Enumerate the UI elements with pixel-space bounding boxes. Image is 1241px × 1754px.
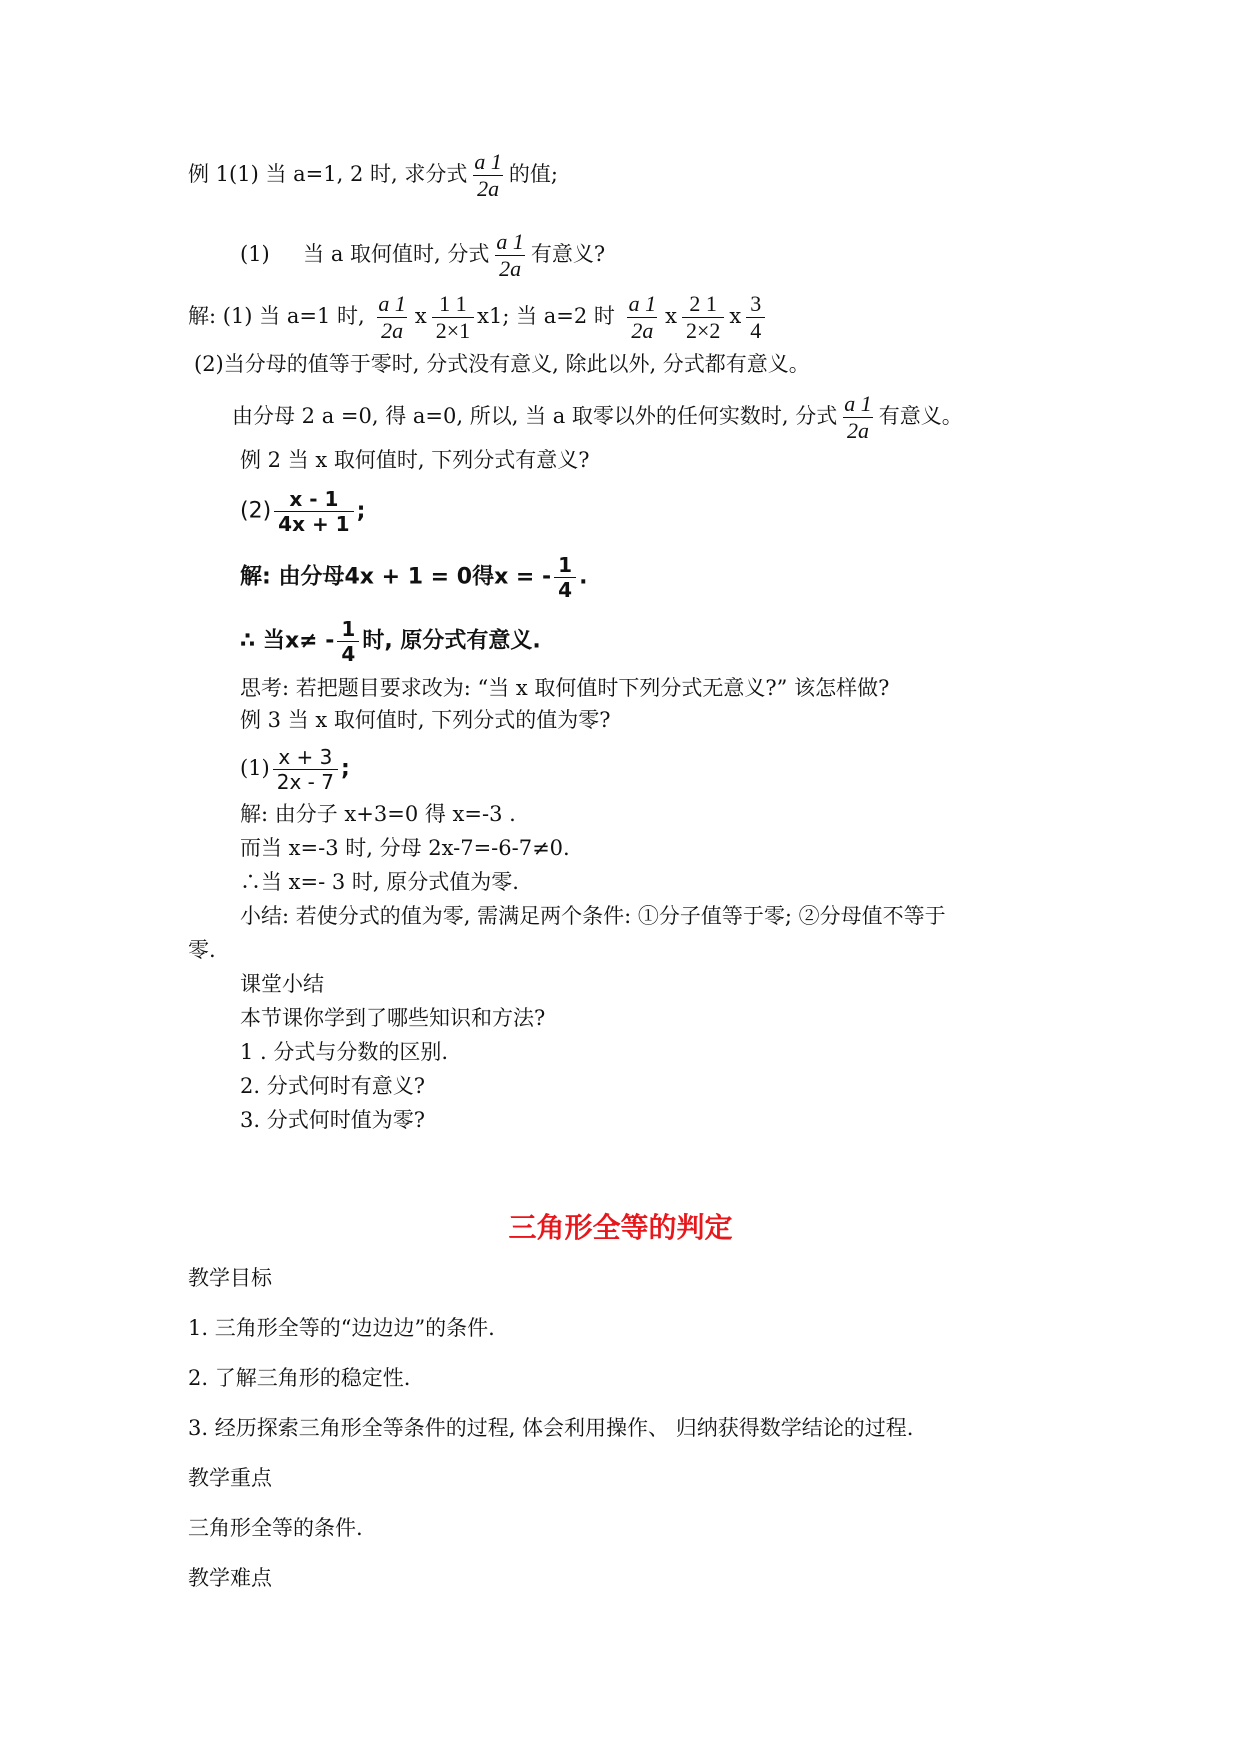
- class-summary-heading: 课堂小结: [240, 972, 324, 996]
- key-content: 三角形全等的条件.: [188, 1516, 363, 1540]
- ex3-item: (1) $\frac{x + 3}{2x - 7}$ ;: [240, 745, 350, 794]
- fraction: $\frac{a 1}{2a}$: [378, 291, 406, 344]
- fraction: $\frac{3}{4}$: [746, 292, 765, 343]
- ex3-summary: 小结: 若使分式的值为零, 需满足两个条件: ①分子值等于零; ②分母值不等于: [240, 904, 946, 928]
- fraction: $\frac{a 1}{2a}$: [844, 391, 872, 444]
- section-title: 三角形全等的判定: [508, 1211, 733, 1244]
- goal-heading: 教学目标: [188, 1266, 272, 1290]
- class-summary-item: 1 . 分式与分数的区别.: [240, 1040, 449, 1064]
- ex1-question-1: 例 1(1) 当 a=1, 2 时, 求分式 $\frac{a 1}{2a}$ 的值;: [188, 149, 558, 202]
- think-question: 思考: 若把题目要求改为: “当 x 取何值时下列分式无意义?” 该怎样做?: [240, 676, 890, 700]
- ex2-conclusion: ∴ 当x≠ - $\frac{1}{4}$ 时, 原分式有意义.: [240, 617, 541, 666]
- ex1-solution-1: 解: (1) 当 a=1 时, $\frac{a 1}{2a}$ ⅹ $\frac{1 1}{2\times 1}$ ⅹ1; 当 a=2 时 $\frac{a 1}{2a}$ ⅹ $\frac{2 1}{2\times 2}$ ⅹ $\frac{3}{4}$: [188, 292, 768, 343]
- key-heading: 教学重点: [188, 1466, 272, 1490]
- fraction: $\frac{1}{4}$: [554, 554, 576, 601]
- goal-item: 3. 经历探索三角形全等条件的过程, 体会利用操作、 归纳获得数学结论的过程.: [188, 1416, 914, 1440]
- goal-item: 1. 三角形全等的“边边边”的条件.: [188, 1316, 495, 1340]
- ex3-step-2: 而当 x=-3 时, 分母 2x-7=-6-7≠0.: [240, 836, 570, 860]
- ex2-item: (2) $\frac{x - 1}{4x + 1}$ ;: [240, 487, 366, 536]
- ex3-summary-cont: 零.: [188, 938, 216, 962]
- ex3-step-1: 解: 由分子 x+3=0 得 x=-3 .: [240, 802, 516, 826]
- fraction: $\frac{a 1}{2a}$: [496, 229, 524, 282]
- goal-item: 2. 了解三角形的稳定性.: [188, 1366, 411, 1390]
- ex3-step-3: ∴当 x=- 3 时, 原分式值为零.: [240, 870, 519, 894]
- ex3-question: 例 3 当 x 取何值时, 下列分式的值为零?: [240, 708, 611, 732]
- fraction: $\frac{a 1}{2a}$: [474, 149, 502, 202]
- ex1-question-2: (1) 当 a 取何值时, 分式 $\frac{a 1}{2a}$ 有意义?: [240, 229, 606, 282]
- ex1-solution-2-detail: 由分母 2 a =0, 得 a=0, 所以, 当 a 取零以外的任何实数时, 分式 $\frac{a 1}{2a}$ 有意义。: [232, 391, 963, 444]
- fraction: $\frac{x + 3}{2x - 7}$: [273, 746, 338, 793]
- ex2-question: 例 2 当 x 取何值时, 下列分式有意义?: [240, 448, 590, 472]
- fraction: $\frac{1}{4}$: [337, 618, 359, 665]
- class-summary-question: 本节课你学到了哪些知识和方法?: [240, 1006, 546, 1030]
- fraction: $\frac{x - 1}{4x + 1}$: [274, 488, 353, 535]
- fraction: $\frac{1 1}{2\times 1}$: [432, 292, 474, 343]
- class-summary-item: 2. 分式何时有意义?: [240, 1074, 425, 1098]
- ex1-solution-2: (2)当分母的值等于零时, 分式没有意义, 除此以外, 分式都有意义。: [194, 352, 810, 376]
- class-summary-item: 3. 分式何时值为零?: [240, 1108, 425, 1132]
- fraction: $\frac{a 1}{2a}$: [628, 291, 657, 344]
- ex2-solution: 解: 由分母4x + 1 = 0得x = - $\frac{1}{4}$ .: [240, 553, 588, 602]
- fraction: $\frac{2 1}{2\times 2}$: [682, 292, 724, 343]
- difficulty-heading: 教学难点: [188, 1566, 272, 1590]
